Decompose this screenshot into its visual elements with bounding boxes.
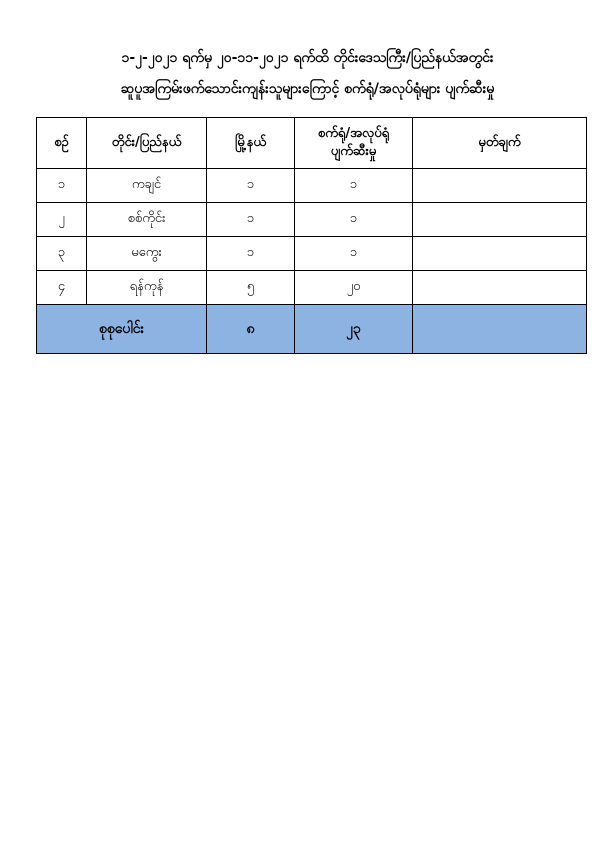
cell-remarks <box>413 271 587 305</box>
total-township: ၈ <box>207 305 295 354</box>
cell-damage: ၁ <box>295 237 413 271</box>
cell-no: ၃ <box>37 237 87 271</box>
header-region: တိုင်း/ပြည်နယ် <box>87 118 207 169</box>
cell-no: ၁ <box>37 169 87 203</box>
cell-region: ရန်ကုန် <box>87 271 207 305</box>
cell-township: ၁ <box>207 203 295 237</box>
damage-table <box>36 117 587 354</box>
table-row <box>37 203 587 237</box>
cell-township: ၅ <box>207 271 295 305</box>
total-remarks <box>413 305 587 354</box>
cell-damage: ၁ <box>295 203 413 237</box>
cell-no: ၂ <box>37 203 87 237</box>
table-row <box>37 237 587 271</box>
total-label: စုစုပေါင်း <box>37 305 207 354</box>
table-row <box>37 271 587 305</box>
cell-no: ၄ <box>37 271 87 305</box>
header-damage-line2: ပျက်ဆီးမှု <box>330 144 377 159</box>
table-row <box>37 169 587 203</box>
header-no: စဉ် <box>37 118 87 169</box>
cell-remarks <box>413 169 587 203</box>
total-row <box>37 305 587 354</box>
header-township: မြို့နယ် <box>207 118 295 169</box>
cell-damage: ၂၀ <box>295 271 413 305</box>
cell-region: ကချင် <box>87 169 207 203</box>
header-remarks: မှတ်ချက် <box>413 118 587 169</box>
header-damage-line1: စက်ရုံ/အလုပ်ရုံ <box>317 126 390 141</box>
cell-damage: ၁ <box>295 169 413 203</box>
cell-remarks <box>413 237 587 271</box>
cell-township: ၁ <box>207 169 295 203</box>
cell-remarks <box>413 203 587 237</box>
cell-region: စစ်ကိုင်း <box>87 203 207 237</box>
total-damage: ၂၃ <box>295 305 413 354</box>
title-line-2: ဆူပူအကြမ်းဖက်သောင်းကျန်းသူများကြောင့် စက်ရုံ/အလုပ်ရုံများ ပျက်ဆီးမှု <box>120 81 495 97</box>
header-row <box>37 118 587 169</box>
header-damage <box>295 118 413 169</box>
title-line-1: ၁-၂-၂၀၂၁ ရက်မှ ၂၀-၁၁-၂၀၂၁ ရက်ထိ တိုင်းဒေသကြီး/ပြည်နယ်အတွင်း <box>121 50 494 66</box>
cell-region: မကွေး <box>87 237 207 271</box>
cell-township: ၁ <box>207 237 295 271</box>
